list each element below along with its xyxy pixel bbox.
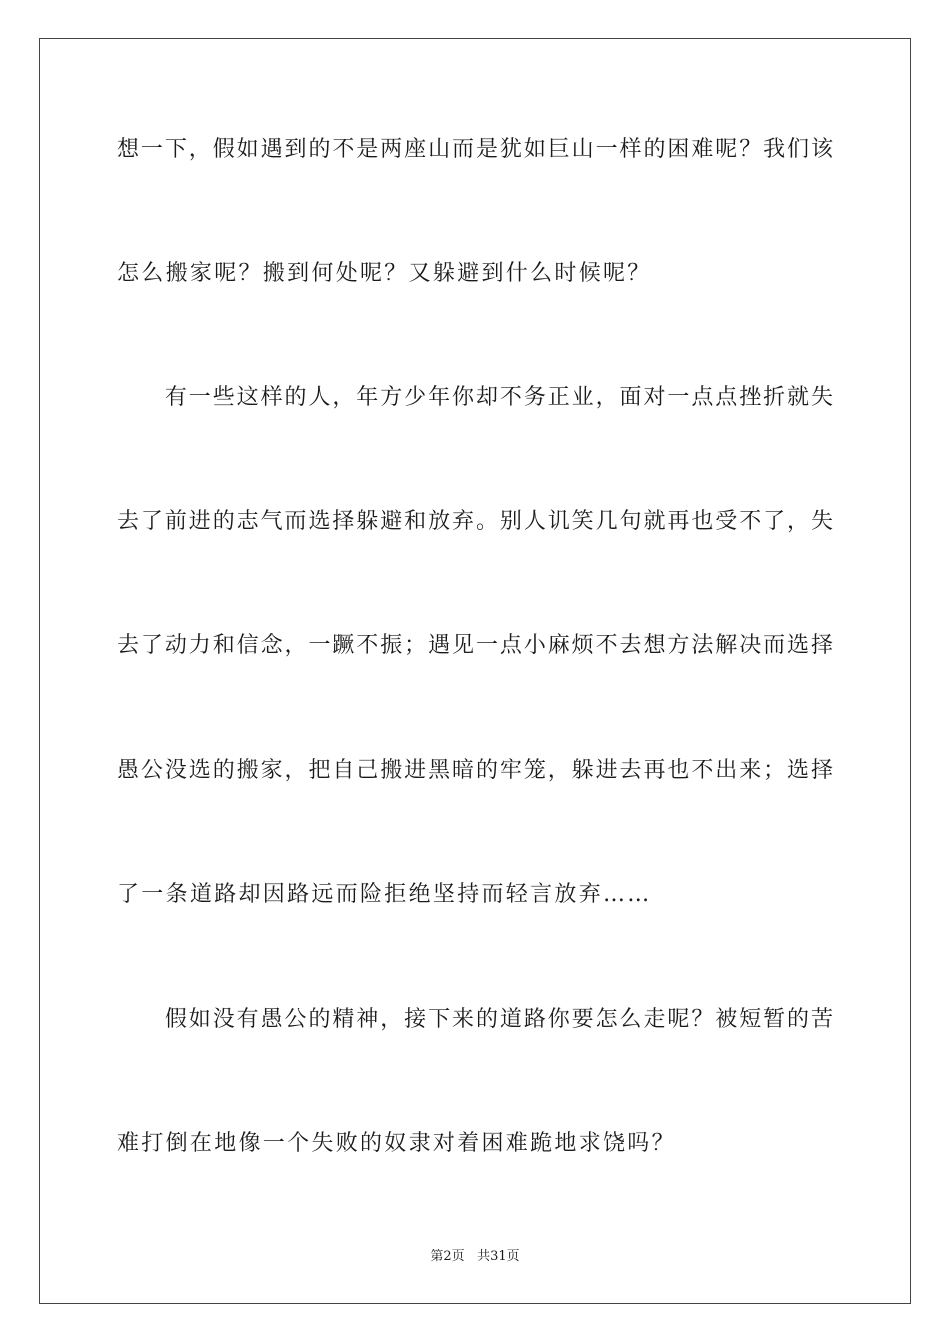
text-line-8: 假如没有愚公的精神，接下来的道路你要怎么走呢？被短暂的苦 [117,1007,833,1032]
text-line-2: 怎么搬家呢？搬到何处呢？又躲避到什么时候呢？ [117,261,652,286]
page-total: 共31页 [477,1249,520,1264]
text-line-3: 有一些这样的人，年方少年你却不务正业，面对一点点挫折就失 [117,385,833,410]
text-line-7: 了一条道路却因路远而险拒绝坚持而轻言放弃…… [117,882,652,907]
text-line-6: 愚公没选的搬家，把自己搬进黑暗的牢笼，躲进去再也不出来；选择 [117,758,833,783]
text-line-9: 难打倒在地像一个失败的奴隶对着困难跪地求饶吗？ [117,1131,676,1156]
text-line-4: 去了前进的志气而选择躲避和放弃。别人讥笑几句就再也受不了，失 [117,509,833,534]
text-line-1: 想一下，假如遇到的不是两座山而是犹如巨山一样的困难呢？我们该 [117,137,833,162]
page-footer [0,1248,950,1266]
text-line-5: 去了动力和信念，一蹶不振；遇见一点小麻烦不去想方法解决而选择 [117,633,833,658]
page-border [39,38,911,1304]
page-number: 第2页 [430,1249,465,1264]
